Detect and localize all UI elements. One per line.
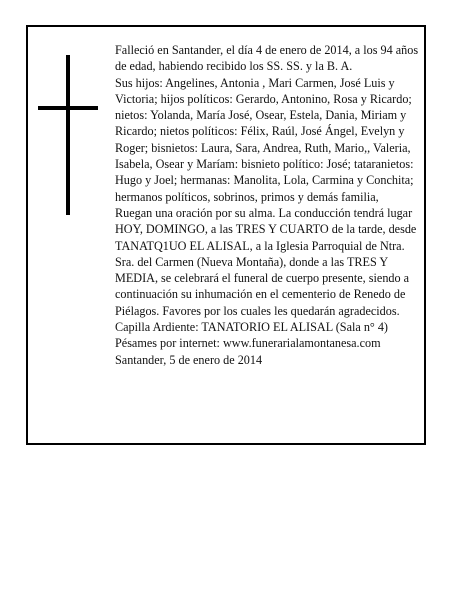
cross-icon bbox=[38, 55, 98, 215]
condolences-website: Pésames por internet: www.funerarialamontanesa.com bbox=[115, 336, 381, 351]
death-announcement: Falleció en Santander, el día 4 de enero de 2014, a los 94 años de edad, habiendo recibido los SS. SS. y la B. A. bbox=[115, 43, 419, 74]
obituary-text bbox=[115, 42, 419, 368]
place-and-date: Santander, 5 de enero de 2014 bbox=[115, 352, 263, 367]
cross-vertical-bar bbox=[66, 55, 70, 215]
family-list: Sus hijos: Angelines, Antonia , Mari Carmen, José Luis y Victoria; hijos políticos: Gerardo, Antonino, Rosa y Ricardo; nietos: Yolanda, María José, Osear, Estela, Dania, Miriam y Ricardo; nietos políticos: Félix, Raúl, José Ángel, Evelyn y Roger; bisnietos: Laura, Sara, Andrea, Ruth, Mario,, Valeria, Isabela, Osear y Maríam: bisnieto político: José; tataranietos: Hugo y Joel; hermanas: Manolita, Lola, Carmina y Conchita; hermanos políticos, sobrinos, primos y demás familia, bbox=[115, 75, 414, 204]
obituary-notice bbox=[26, 25, 426, 445]
cross-horizontal-bar bbox=[38, 106, 98, 110]
funeral-details: Ruegan una oración por su alma. La conducción tendrá lugar HOY, DOMINGO, a las TRES Y CUARTO de la tarde, desde TANATQ1UO EL ALISAL, a la Iglesia Parroquial de Ntra. Sra. del Carmen (Nueva Montaña), donde a las TRES Y MEDIA, se celebrará el funeral de cuerpo presente, siendo a continuación su inhumación en el cementerio de Renedo de Piélagos. Favores por los cuales les quedarán agradecidos. Capilla Ardiente: TANATORIO EL ALISAL (Sala n° 4) bbox=[115, 205, 417, 335]
